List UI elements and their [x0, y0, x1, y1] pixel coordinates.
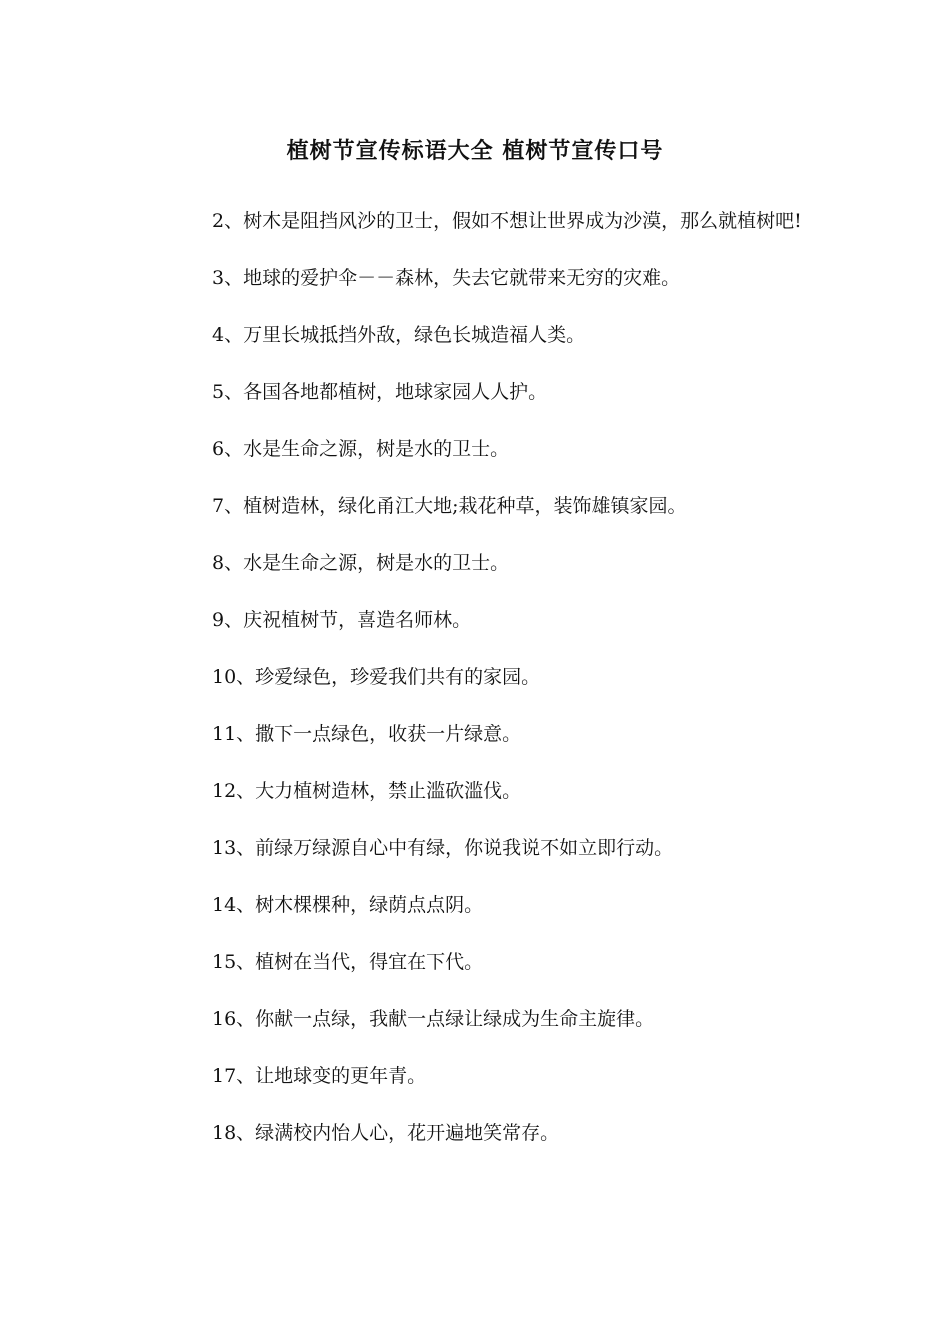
slogan-item: 2、树木是阻挡风沙的卫士，假如不想让世界成为沙漠，那么就植树吧! — [212, 210, 802, 232]
slogan-item: 9、庆祝植树节，喜造名师林。 — [212, 609, 472, 631]
slogan-item: 7、植树造林，绿化甬江大地;栽花种草，装饰雄镇家园。 — [212, 495, 687, 517]
slogan-item: 8、水是生命之源，树是水的卫士。 — [212, 552, 510, 574]
slogan-item: 11、撒下一点绿色，收获一片绿意。 — [212, 723, 522, 745]
slogan-item: 15、植树在当代，得宜在下代。 — [212, 951, 484, 973]
slogan-item: 3、地球的爱护伞－－森林，失去它就带来无穷的灾难。 — [212, 267, 681, 289]
slogan-item: 18、绿满校内怡人心，花开遍地笑常存。 — [212, 1122, 560, 1144]
slogan-item: 5、各国各地都植树，地球家园人人护。 — [212, 381, 548, 403]
slogan-item: 17、让地球变的更年青。 — [212, 1065, 427, 1087]
slogan-item: 6、水是生命之源，树是水的卫士。 — [212, 438, 510, 460]
slogan-item: 13、前绿万绿源自心中有绿，你说我说不如立即行动。 — [212, 837, 674, 859]
document-body — [144, 202, 808, 1171]
slogan-item: 4、万里长城抵挡外敌，绿色长城造福人类。 — [212, 324, 586, 346]
slogan-item: 14、树木棵棵种，绿荫点点阴。 — [212, 894, 484, 916]
slogan-item: 16、你献一点绿，我献一点绿让绿成为生命主旋律。 — [212, 1008, 655, 1030]
slogan-item: 12、大力植树造林，禁止滥砍滥伐。 — [212, 780, 522, 802]
slogan-item: 10、珍爱绿色，珍爱我们共有的家园。 — [212, 666, 541, 688]
document-title: 植树节宣传标语大全 植树节宣传口号 — [286, 139, 664, 164]
